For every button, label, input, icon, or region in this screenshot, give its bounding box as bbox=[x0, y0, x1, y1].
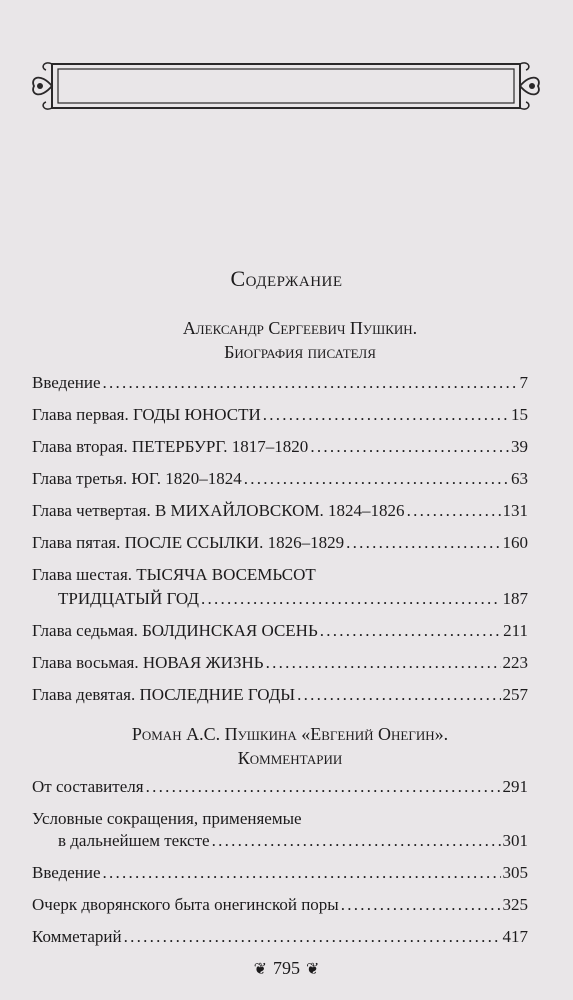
toc-entry[interactable] bbox=[58, 830, 528, 852]
toc-entry-page: 131 bbox=[502, 501, 528, 520]
ornament-right-icon: ❦ bbox=[306, 961, 320, 978]
toc-entry-page: 223 bbox=[502, 653, 528, 672]
leader-dots bbox=[346, 532, 500, 554]
toc-entry-title: Очерк дворянского быта онегинской поры bbox=[32, 895, 339, 914]
leader-dots bbox=[263, 404, 509, 426]
toc-entry[interactable] bbox=[32, 436, 528, 458]
leader-dots bbox=[407, 500, 501, 522]
toc-entry-title: Комметарий bbox=[32, 927, 122, 946]
toc-entry-page: 417 bbox=[502, 927, 528, 946]
toc-entry-title: От составителя bbox=[32, 777, 144, 796]
toc-entry-title: Глава четвертая. В МИХАЙЛОВСКОМ. 1824–1826 bbox=[32, 501, 405, 520]
page-footer bbox=[0, 958, 573, 979]
leader-dots bbox=[297, 684, 500, 706]
toc-entry[interactable] bbox=[32, 620, 528, 642]
toc-entry-title: Глава вторая. ПЕТЕРБУРГ. 1817–1820 bbox=[32, 437, 309, 456]
leader-dots bbox=[310, 436, 509, 458]
toc-entry[interactable] bbox=[32, 652, 528, 674]
toc-entry[interactable] bbox=[32, 776, 528, 798]
leader-dots bbox=[103, 862, 501, 884]
page-number: 795 bbox=[273, 958, 300, 978]
section1-heading-line1: Александр Сергеевич Пушкин. bbox=[182, 318, 418, 338]
leader-dots bbox=[212, 830, 501, 852]
toc-entry-title-line1: Условные сокращения, применяемые bbox=[32, 809, 302, 828]
toc-entry-page: 305 bbox=[502, 863, 528, 882]
toc-entry-title: Глава седьмая. БОЛДИНСКАЯ ОСЕНЬ bbox=[32, 621, 318, 640]
toc-entry-title: Глава девятая. ПОСЛЕДНИЕ ГОДЫ bbox=[32, 685, 296, 704]
section1-heading bbox=[60, 316, 540, 364]
contents-title: Содержание bbox=[230, 266, 343, 291]
toc-entry[interactable] bbox=[32, 404, 528, 426]
leader-dots bbox=[244, 468, 509, 490]
section2-heading-line2: Комментарии bbox=[237, 748, 343, 768]
leader-dots bbox=[201, 588, 501, 610]
toc-entry-page: 7 bbox=[519, 373, 528, 392]
toc-entry-page: 63 bbox=[511, 469, 528, 488]
toc-entry-page: 325 bbox=[502, 895, 528, 914]
toc-entry[interactable] bbox=[32, 500, 528, 522]
toc-entry-title: ТРИДЦАТЫЙ ГОД bbox=[58, 589, 199, 608]
toc-entry-page: 160 bbox=[502, 533, 528, 552]
toc-entry-page: 291 bbox=[502, 777, 528, 796]
leader-dots bbox=[146, 776, 501, 798]
toc-entry-page: 211 bbox=[503, 621, 528, 640]
toc-entry-page: 39 bbox=[511, 437, 528, 456]
ornament-frame-icon bbox=[26, 58, 546, 114]
toc-entry-title: Введение bbox=[32, 373, 101, 392]
toc-entry-title: Глава первая. ГОДЫ ЮНОСТИ bbox=[32, 405, 261, 424]
toc-entry-page: 301 bbox=[502, 831, 528, 850]
leader-dots bbox=[124, 926, 501, 948]
toc-entry[interactable] bbox=[32, 862, 528, 884]
toc-entry[interactable] bbox=[32, 894, 528, 916]
leader-dots bbox=[103, 372, 518, 394]
section2-heading bbox=[40, 722, 540, 770]
toc-entry[interactable] bbox=[32, 372, 528, 394]
toc-entry-title: в дальнейшем тексте bbox=[58, 831, 210, 850]
leader-dots bbox=[266, 652, 501, 674]
leader-dots bbox=[320, 620, 501, 642]
toc-entry[interactable] bbox=[32, 468, 528, 490]
decorative-header-frame bbox=[26, 58, 546, 114]
toc-entry-title: Глава третья. ЮГ. 1820–1824 bbox=[32, 469, 242, 488]
toc-entry-title: Глава пятая. ПОСЛЕ ССЫЛКИ. 1826–1829 bbox=[32, 533, 345, 552]
toc-entry[interactable] bbox=[32, 684, 528, 706]
toc-entry-title-line1: Глава шестая. ТЫСЯЧА ВОСЕМЬСОТ bbox=[32, 565, 316, 584]
toc-entry-page: 187 bbox=[502, 589, 528, 608]
toc-entry[interactable] bbox=[58, 588, 528, 610]
toc-entry-title: Глава восьмая. НОВАЯ ЖИЗНЬ bbox=[32, 653, 264, 672]
leader-dots bbox=[341, 894, 501, 916]
toc-entry-page: 257 bbox=[502, 685, 528, 704]
ornament-left-icon: ❦ bbox=[253, 961, 267, 978]
toc-entry[interactable] bbox=[32, 926, 528, 948]
toc-entry-page: 15 bbox=[511, 405, 528, 424]
section1-heading-line2: Биография писателя bbox=[224, 342, 376, 362]
section2-heading-line1: Роман А.С. Пушкина «Евгений Онегин». bbox=[131, 724, 449, 744]
toc-entry[interactable] bbox=[32, 532, 528, 554]
toc-entry-title: Введение bbox=[32, 863, 101, 882]
